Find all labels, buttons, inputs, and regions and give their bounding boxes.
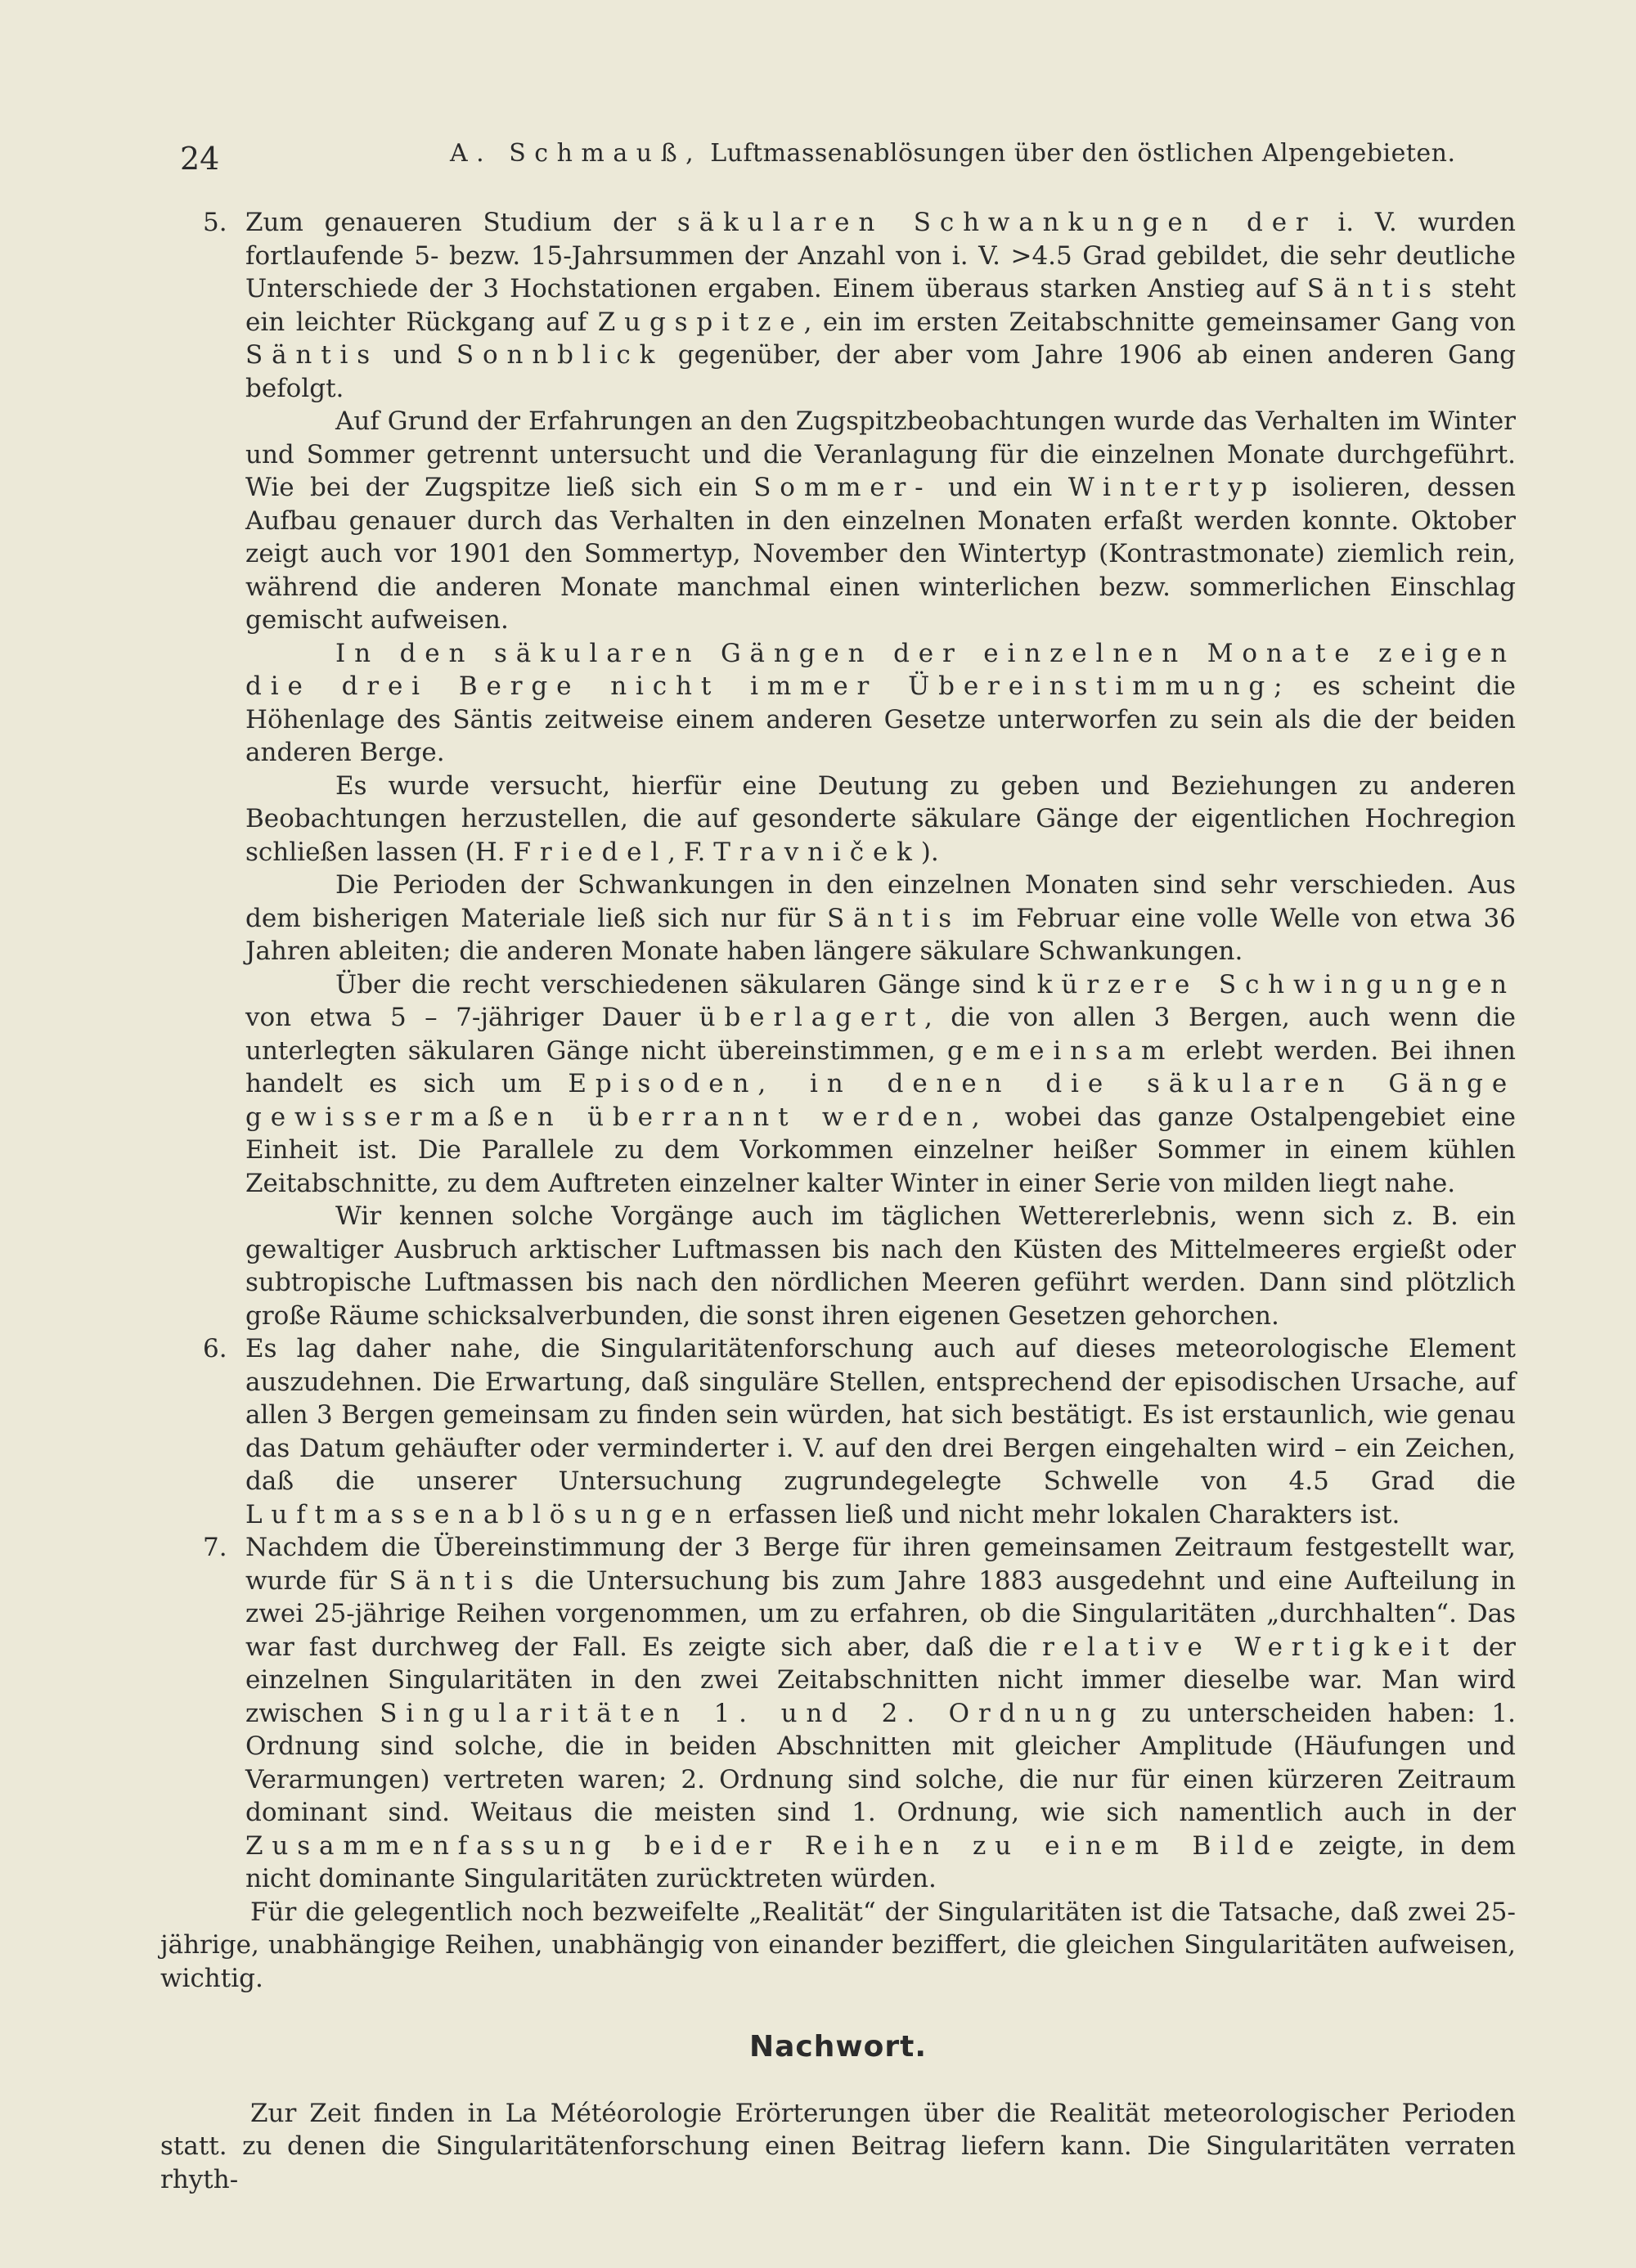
text-run: wobei das ganze Ostalpengebiet eine Einheit ist. Die Parallele zu dem Vorkommen einzelner heißer Sommer in einem kühlen Zeitabschnitte, zu dem Auftreten einzelner kalter Winter in einer Serie von milden liegt nahe. [245, 1102, 1517, 1198]
text-run: Es wurde versucht, hierfür eine Deutung zu geben und Beziehungen zu anderen Beobachtungen herzustellen, die auf gesonderte säkulare Gänge der eigentlichen Hochregion schließen lassen (H. [245, 770, 1516, 867]
paragraph [203, 405, 1516, 637]
text-run: im Februar eine volle Welle von etwa 36 Jahren ableiten; die anderen Monate haben längere säkulare Schwankungen. [245, 903, 1516, 966]
spaced-text: kürzere Schwingungen [1036, 969, 1516, 999]
text-run: steht ein leichter Rückgang auf [245, 274, 1516, 337]
section-title: Nachwort. [748, 2030, 928, 2064]
spaced-text: Zugspitze [597, 307, 804, 337]
closing-paragraph: Für die gelegentlich noch bezweifelte „Realität“ der Singularitäten ist die Tatsache, daß zwei 25-jährige, unabhängige Reihen, unabhängig von einander beziffert, die gleichen Singularitäten aufweisen, wichtig. [160, 1897, 1516, 1993]
paragraph [245, 1531, 1516, 1896]
paragraph [203, 968, 1516, 1201]
spaced-text: Luftmassenablösungen [245, 1499, 721, 1529]
text-run: von etwa 5 – 7-jähriger Dauer [245, 1003, 699, 1032]
item-number: 5. [203, 208, 227, 237]
text-run: es scheint die Höhenlage des Säntis zeitweise einem anderen Gesetze unterworfen zu sein als die der beiden anderen Berge. [245, 671, 1517, 767]
text-run: ). [920, 837, 939, 867]
text-run: und ein [932, 473, 1068, 502]
paragraph [203, 869, 1516, 968]
spaced-text: Travniček [713, 837, 921, 867]
paragraph [245, 206, 1516, 405]
text-run: die Untersuchung bis zum Jahre 1883 ausgedehnt und eine Aufteilung in zwei 25-jährige Reihen vorgenommen, um zu erfahren, ob die Singularitäten „durchhalten“. Das war fast durchweg der Fall. Es zeigte sich aber, daß die [245, 1565, 1516, 1662]
spaced-text: Zusammenfassung beider Reihen zu einem Bilde [245, 1830, 1303, 1861]
text-run: , die von allen 3 Bergen, auch wenn die unterlegten säkularen Gänge nicht übereinstimmen, [245, 1003, 1516, 1066]
spaced-text: gemeinsam [946, 1035, 1175, 1066]
spaced-text: Säntis [389, 1565, 523, 1596]
text-run: , F. [667, 837, 714, 867]
paragraph [203, 770, 1516, 869]
spaced-text: überlagert [699, 1003, 924, 1032]
list-item-6 [203, 1332, 1516, 1531]
page-header [180, 139, 1521, 180]
header-title: Luftmassenablösungen über den östlichen Alpengebieten. [710, 139, 1456, 168]
spaced-text: Säntis [245, 340, 380, 370]
spaced-text: Friedel [513, 837, 668, 867]
text-run: isolieren, dessen Aufbau genauer durch das Verhalten in den einzelnen Monaten erfaßt werden konnte. Oktober zeigt auch vor 1901 den Sommertyp, November den Wintertyp (Kontrastmonate) ziemlich rein, während die anderen Monate manchmal einen winterlichen bezw. sommerlichen Einschlag gemischt aufweisen. [245, 473, 1516, 635]
section-paragraph: Zur Zeit finden in La Météorologie Erörterungen über die Realität meteorologischer Perioden statt. zu denen die Singularitätenforschung einen Beitrag liefern kann. Die Singularitäten verraten rhyth- [160, 2098, 1516, 2194]
spaced-text: In den säkularen Gängen der einzelnen Monate zeigen die drei Berge nicht immer Übereinstimmung; [245, 638, 1516, 701]
page-number: 24 [180, 141, 220, 177]
paragraph [203, 637, 1516, 770]
paragraph [245, 1332, 1516, 1531]
text-run: Wir kennen solche Vorgänge auch im täglichen Wettererlebnis, wenn sich z. B. ein gewaltiger Ausbruch arktischer Luftmassen bis nach den Küsten des Mittelmeeres ergießt oder subtropische Luftmassen bis nach den nördlichen Meeren geführt werden. Dann sind plötzlich große Räume schicksalverbunden, die sonst ihren eigenen Gesetzen gehorchen. [245, 1201, 1516, 1331]
text-run: der einzelnen Singularitäten in den zwei Zeitabschnitten nicht immer dieselbe war. Man wird zwischen [245, 1632, 1516, 1728]
spaced-text: Wintertyp [1067, 473, 1277, 502]
spaced-text: Sommer- [753, 473, 933, 502]
body-text [160, 206, 1517, 2196]
list-item-7 [203, 1531, 1516, 1896]
text-run: gegenüber, der aber vom Jahre 1906 ab einen anderen Gang befolgt. [245, 340, 1517, 403]
item-number: 6. [203, 1334, 227, 1363]
spaced-text: Episoden, in denen die säkularen Gänge gewissermaßen überrannt werden, [245, 1069, 1517, 1132]
header-author: A. Schmauß, [450, 139, 703, 168]
spaced-text: säkularen Schwankungen der [676, 208, 1317, 237]
spaced-text: Sonnblick [456, 340, 664, 370]
paragraph [203, 1200, 1516, 1332]
spaced-text: Säntis [826, 903, 961, 933]
spaced-text: Säntis [1306, 274, 1440, 303]
text-run: zu unterscheiden haben: 1. Ordnung sind solche, die in beiden Abschnitten mit gleicher Amplitude (Häufungen und Verarmungen) vertreten waren; 2. Ordnung sind solche, die nur für einen kürzeren Zeitraum dominant sind. Weitaus die meisten sind 1. Ordnung, wie sich namentlich auch in der [245, 1698, 1516, 1827]
text-run: Nachdem die Übereinstimmung der 3 Berge für ihren gemeinsamen Zeitraum festgestellt war, wurde für [245, 1533, 1516, 1596]
text-run: erlebt werden. Bei ihnen handelt es sich um [245, 1035, 1516, 1098]
list-item-5 [203, 206, 1516, 405]
running-head [450, 139, 1456, 168]
text-run: Es lag daher nahe, die Singularitätenforschung auch auf dieses meteorologische Element auszudehnen. Die Erwartung, daß singuläre Stellen, entsprechend der episodischen Ursache, auf allen 3 Bergen gemeinsam zu finden sein würden, hat sich bestätigt. Es ist erstaunlich, wie genau das Datum gehäufter oder verminderter i. V. auf den drei Bergen eingehalten wird – ein Zeichen, daß die unserer Untersuchung zugrundegelegte Schwelle von 4.5 Grad die [245, 1334, 1516, 1496]
spaced-text: Singularitäten 1. und 2. Ordnung [380, 1698, 1126, 1728]
text-run: Auf Grund der Erfahrungen an den Zugspitzbeobachtungen wurde das Verhalten im Winter und Sommer getrennt untersucht und die Veranlagung für die einzelnen Monate durchgeführt. Wie bei der Zugspitze ließ sich ein [245, 406, 1516, 502]
spaced-text: relative Wertigkeit [1042, 1632, 1458, 1662]
text-run: Über die recht verschiedenen säkularen Gänge sind [335, 969, 1037, 999]
text-run: zeigte, in dem nicht dominante Singularitäten zurücktreten würden. [245, 1830, 1517, 1893]
text-run: i. V. wurden fortlaufende 5- bezw. 15-Jahrsummen der Anzahl von i. V. >4.5 Grad gebildet, die sehr deutliche Unterschiede der 3 Hochstationen ergaben. Einem überaus starken Anstieg auf [245, 208, 1516, 303]
text-run: und [379, 340, 456, 370]
text-run: erfassen ließ und nicht mehr lokalen Charakters ist. [720, 1499, 1400, 1529]
text-run: , ein im ersten Zeitabschnitte gemeinsamer Gang von [803, 307, 1516, 337]
item-number: 7. [203, 1533, 227, 1562]
text-run: Die Perioden der Schwankungen in den einzelnen Monaten sind sehr verschieden. Aus dem bisherigen Materiale ließ sich nur für [245, 870, 1516, 933]
text-run: Zum genaueren Studium der [245, 208, 677, 237]
